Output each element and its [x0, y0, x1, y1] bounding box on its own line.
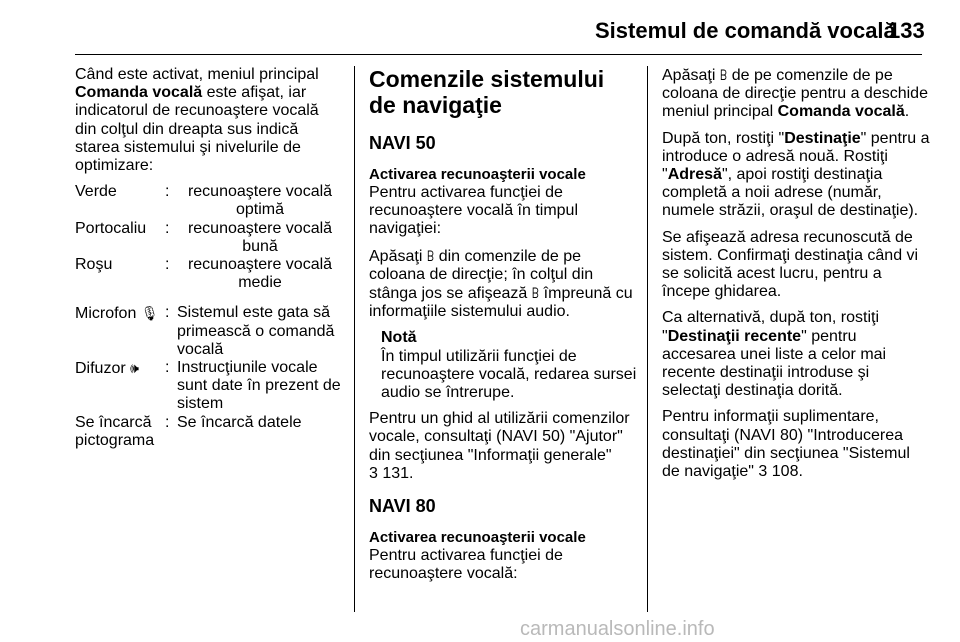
activation-heading: Activarea recunoaşterii vocale — [369, 166, 586, 183]
watermark: carmanualsonline.info — [520, 618, 715, 640]
list-item: Portocaliu : recunoaştere vocală bună — [75, 219, 333, 255]
note-text: În timpul utilizării funcţiei de recunoaştere vocală, redarea sursei audio se întrerupe. — [381, 347, 637, 402]
column-1 — [75, 66, 343, 450]
paragraph: Pentru un ghid al utilizării comenzilor vocale, consultaţi (NAVI 50) "Ajutor" din secţiunea "Informaţii generale" 3 131. — [369, 410, 630, 482]
paragraph: După ton, rostiţi "Destinaţie" pentru a introduce o adresă nouă. Rostiţi "Adresă", apoi rostiţi destinaţia completă a noii adrese (număr, numele străzii, oraşul de destinaţie). — [662, 129, 930, 220]
paragraph: Pentru informaţii suplimentare, consultaţi (NAVI 80) "Introducerea destinaţiei" din secţiunea "Sistemul de navigaţie" 3 108. — [662, 408, 910, 481]
column-divider-1 — [354, 66, 355, 612]
note-title: Notă — [381, 329, 417, 347]
page-title: Sistemul de comandă vocală — [595, 18, 896, 43]
page-reference: 3 108. — [758, 463, 803, 481]
list-item: Microfon 🎙 : Sistemul este gata să primească o comandă vocală — [75, 304, 335, 358]
paragraph: Pentru activarea funcţiei de recunoaştere vocală: — [369, 547, 563, 583]
list-item: Difuzor 🕪 : Instrucţiunile vocale sunt date în prezent de sistem — [75, 359, 341, 413]
activation-heading-2: Activarea recunoaşterii vocale — [369, 529, 586, 547]
paragraph: Apăsaţi ꕗ de pe comenzile de pe coloana de direcţie pentru a deschide meniul principal Comanda vocală. — [662, 67, 928, 121]
microphone-icon: 🎙 — [140, 305, 159, 322]
icon-status-list — [75, 304, 343, 450]
intro-paragraph: Când este activat, meniul principal Comanda vocală este afişat, iar indicatorul de recunoaştere vocală din colţul din dreapta sus indică starea sistemului şi nivelurile de optimizare: — [75, 66, 319, 175]
header-rule — [75, 54, 922, 55]
section-heading: Comenzile sistemului de navigaţie — [369, 66, 605, 118]
list-item: Se încarcă pictograma : Se încarcă datele — [75, 413, 302, 449]
page-reference: 3 131. — [369, 464, 414, 482]
paragraph: Se afişează adresa recunoscută de sistem. Confirmaţi destinaţia când vi se solicită acest lucru, pentru a începe ghidarea. — [662, 228, 919, 301]
note-box — [369, 329, 637, 402]
paragraph: Apăsaţi ꕗ din comenzile de pe coloana de direcţie; în colţul din stânga jos se afişează ꕗ împreună cu informaţiile sistemului audio. — [369, 247, 633, 321]
navi80-heading: NAVI 80 — [369, 496, 436, 517]
voice-command-icon: ꕗ — [719, 67, 728, 83]
paragraph: Pentru activarea funcţiei de recunoaştere vocală în timpul navigaţiei: — [369, 184, 578, 238]
voice-command-icon: ꕗ — [531, 285, 540, 302]
speaker-icon: 🕪 — [130, 360, 139, 377]
column-3 — [662, 66, 932, 489]
column-divider-2 — [647, 66, 648, 612]
page-header — [0, 18, 960, 58]
navi50-heading: NAVI 50 — [369, 133, 436, 153]
color-status-list — [75, 183, 343, 292]
list-item: Roşu : recunoaştere vocală medie — [75, 256, 333, 292]
voice-command-icon: ꕗ — [426, 247, 435, 264]
list-item: Verde : recunoaştere vocală optimă — [75, 183, 333, 219]
paragraph: Ca alternativă, după ton, rostiţi "Destinaţii recente" pentru accesarea unei liste a celor mai recente destinaţii introduse şi selectaţi destinaţia dorită. — [662, 309, 887, 400]
page-number: 133 — [888, 18, 925, 43]
column-2 — [369, 66, 637, 591]
